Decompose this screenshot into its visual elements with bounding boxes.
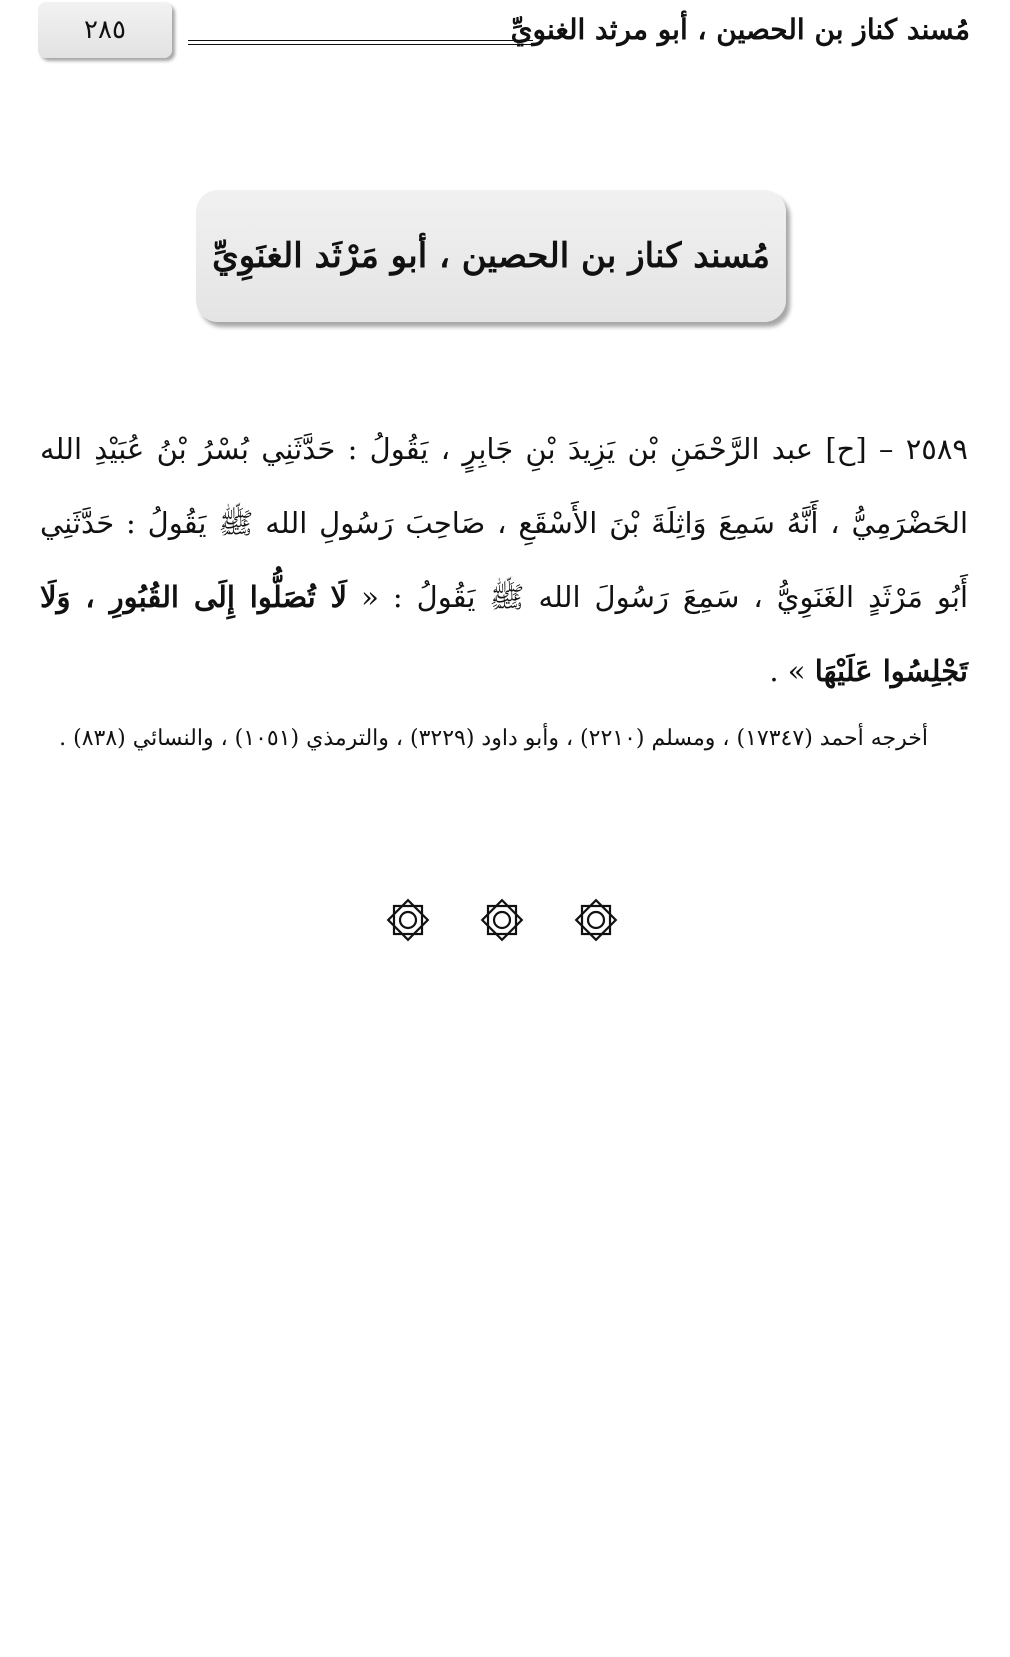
takhrij-footnote — [40, 708, 968, 770]
page-number-tab — [38, 2, 172, 58]
section-title: مُسند كناز بن الحصين ، أبو مَرْثَد الغنَوِيِّ — [212, 236, 770, 276]
eight-point-star-icon — [476, 894, 528, 946]
eight-point-star-icon — [570, 894, 622, 946]
eight-point-star-icon — [382, 894, 434, 946]
page-number: ٢٨٥ — [84, 15, 126, 45]
hadith-closing: » . — [769, 654, 806, 688]
hadith-isnad: – [ح] عبد الرَّحْمَنِ بْن يَزِيدَ بْنِ جَابِرٍ ، يَقُولُ : حَدَّثَنِي بُسْرُ بْنُ عُبَيْدِ الله الحَضْرَمِيُّ ، أَنَّهُ سَمِعَ وَاثِلَةَ بْنَ الأَسْقَعِ ، صَاحِبَ رَسُولِ الله ﷺ يَقُولُ : حَدَّثَنِي أَبُو مَرْثَدٍ الغَنَوِيُّ ، سَمِعَ رَسُولَ الله ﷺ يَقُولُ : « — [40, 432, 969, 614]
ornament-divider — [382, 890, 622, 950]
header-rule — [188, 40, 533, 45]
hadith-matn: لَا تُصَلُّوا إِلَى القُبُورِ ، وَلَا تَجْلِسُوا عَلَيْهَا — [40, 580, 968, 688]
takhrij-text: أخرجه أحمد (١٧٣٤٧) ، ومسلم (٢٢١٠) ، وأبو داود (٣٢٢٩) ، والترمذي (١٠٥١) ، والنسائي (٨٣٨) . — [59, 726, 928, 751]
hadith-number: ٢٥٨٩ — [905, 432, 969, 466]
hadith-paragraph — [40, 412, 968, 708]
running-header: مُسند كناز بن الحصين ، أبو مرثد الغنويِّ — [510, 13, 970, 46]
hadith-block — [40, 412, 968, 708]
section-title-box — [196, 190, 786, 322]
